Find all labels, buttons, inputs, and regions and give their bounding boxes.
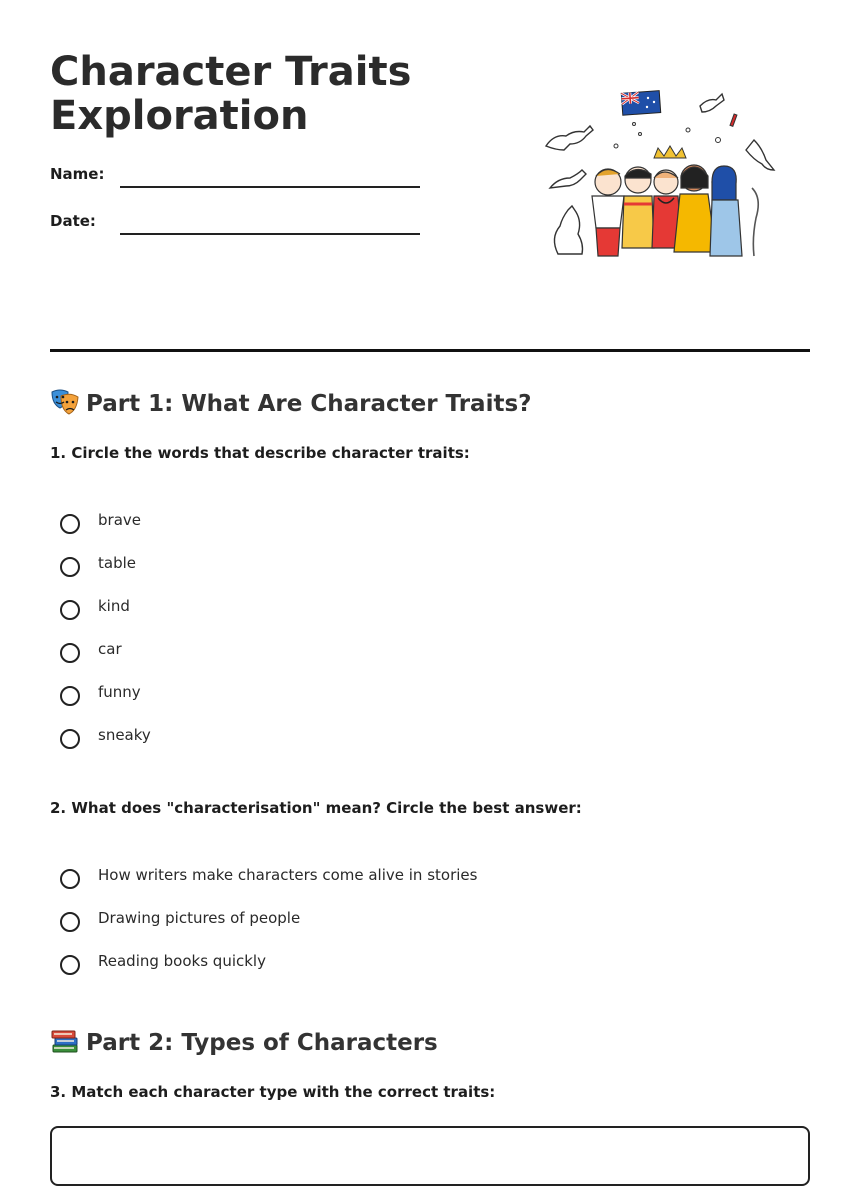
option-circle[interactable] <box>60 600 80 620</box>
q1-option-sneaky[interactable] <box>60 725 660 755</box>
option-label: How writers make characters come alive in stories <box>98 866 478 884</box>
q1-option-table[interactable] <box>60 553 660 583</box>
part2-title <box>50 1027 438 1058</box>
q1-option-brave[interactable] <box>60 510 660 540</box>
name-field <box>50 162 420 192</box>
books-icon <box>50 1027 80 1055</box>
part2-title-text: Part 2: Types of Characters <box>86 1030 438 1056</box>
q1-option-funny[interactable] <box>60 682 660 712</box>
part1-title <box>50 388 531 419</box>
date-field <box>50 209 420 239</box>
option-circle[interactable] <box>60 643 80 663</box>
option-label: funny <box>98 683 141 701</box>
crown-icon <box>654 146 686 158</box>
flag-icon <box>621 91 660 116</box>
q1-option-car[interactable] <box>60 639 660 669</box>
option-circle[interactable] <box>60 686 80 706</box>
q1-option-kind[interactable] <box>60 596 660 626</box>
name-line[interactable] <box>120 186 420 188</box>
date-label: Date: <box>50 212 96 230</box>
option-circle[interactable] <box>60 514 80 534</box>
date-line[interactable] <box>120 233 420 235</box>
part1-title-text: Part 1: What Are Character Traits? <box>86 391 532 417</box>
option-circle[interactable] <box>60 912 80 932</box>
option-circle[interactable] <box>60 557 80 577</box>
theater-masks-icon <box>50 388 80 416</box>
option-label: Reading books quickly <box>98 952 266 970</box>
option-circle[interactable] <box>60 869 80 889</box>
question-1: 1. Circle the words that describe character traits: <box>50 444 470 462</box>
question-3: 3. Match each character type with the correct traits: <box>50 1083 496 1101</box>
option-circle[interactable] <box>60 955 80 975</box>
q2-option-2[interactable] <box>60 908 660 938</box>
name-label: Name: <box>50 165 105 183</box>
option-label: brave <box>98 511 141 529</box>
option-label: kind <box>98 597 130 615</box>
header-divider <box>50 349 810 352</box>
children-illustration <box>540 78 780 278</box>
option-label: sneaky <box>98 726 151 744</box>
option-label: Drawing pictures of people <box>98 909 301 927</box>
worksheet-page <box>50 0 810 1161</box>
question-2: 2. What does "characterisation" mean? Circle the best answer: <box>50 799 582 817</box>
q2-option-1[interactable] <box>60 865 660 895</box>
option-label: car <box>98 640 122 658</box>
confetti-icon <box>614 114 737 148</box>
children-group <box>592 165 758 256</box>
option-circle[interactable] <box>60 729 80 749</box>
q2-option-3[interactable] <box>60 951 660 981</box>
matching-box <box>50 1126 810 1186</box>
worksheet-title: Character Traits Exploration <box>50 49 412 139</box>
option-label: table <box>98 554 136 572</box>
